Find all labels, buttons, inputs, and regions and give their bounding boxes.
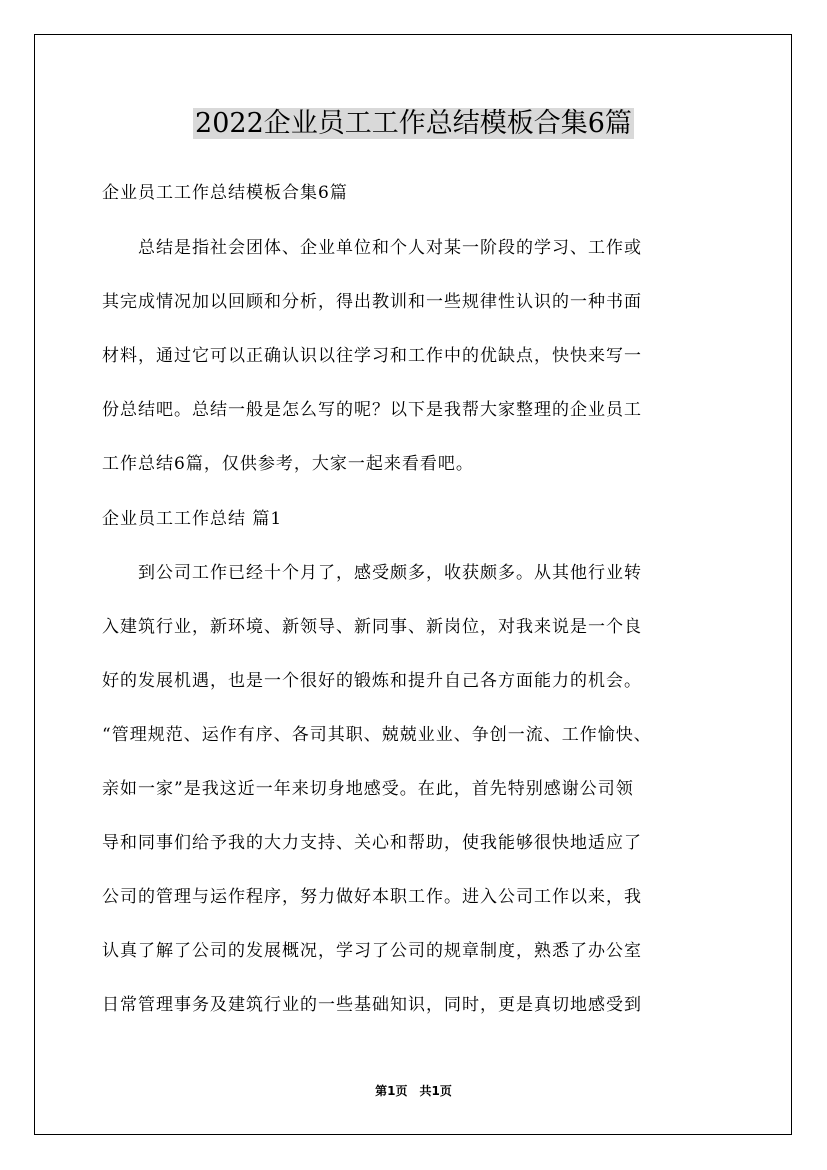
paragraph-line: 总结是指社会团体、企业单位和个人对某一阶段的学习、工作或	[102, 238, 642, 258]
paragraph-line: 导和同事们给予我的大力支持、关心和帮助，使我能够很快地适应了	[102, 833, 642, 853]
paragraph-line: 份总结吧。总结一般是怎么写的呢？以下是我帮大家整理的企业员工	[102, 400, 642, 420]
document-subtitle: 企业员工工作总结模板合集6篇	[102, 183, 348, 203]
section-heading: 企业员工工作总结 篇1	[102, 509, 283, 529]
paragraph-line: 日常管理事务及建筑行业的一些基础知识，同时，更是真切地感受到	[102, 995, 642, 1015]
document-title	[0, 104, 827, 144]
paragraph-line: 其完成情况加以回顾和分析，得出教训和一些规律性认识的一种书面	[102, 292, 642, 312]
paragraph-line: 认真了解了公司的发展概况，学习了公司的规章制度，熟悉了办公室	[102, 941, 642, 961]
paragraph-line: 工作总结6篇，仅供参考，大家一起来看看吧。	[102, 454, 474, 474]
page-number-footer: 第1页 共1页	[375, 1084, 452, 1098]
paragraph-line: 到公司工作已经十个月了，感受颇多，收获颇多。从其他行业转	[102, 563, 642, 583]
paragraph-line: 材料，通过它可以正确认识以往学习和工作中的优缺点，快快来写一	[102, 346, 642, 366]
paragraph-line: 公司的管理与运作程序，努力做好本职工作。进入公司工作以来，我	[102, 887, 642, 907]
paragraph-line: “管理规范、运作有序、各司其职、兢兢业业、争创一流、工作愉快、	[102, 725, 652, 745]
paragraph-line: 入建筑行业，新环境、新领导、新同事、新岗位，对我来说是一个良	[102, 617, 642, 637]
document-title-text: 2022企业员工工作总结模板合集6篇	[195, 108, 632, 139]
paragraph-line: 好的发展机遇，也是一个很好的锻炼和提升自己各方面能力的机会。	[102, 671, 642, 691]
paragraph-line: 亲如一家”是我这近一年来切身地感受。在此，首先特别感谢公司领	[102, 779, 634, 799]
